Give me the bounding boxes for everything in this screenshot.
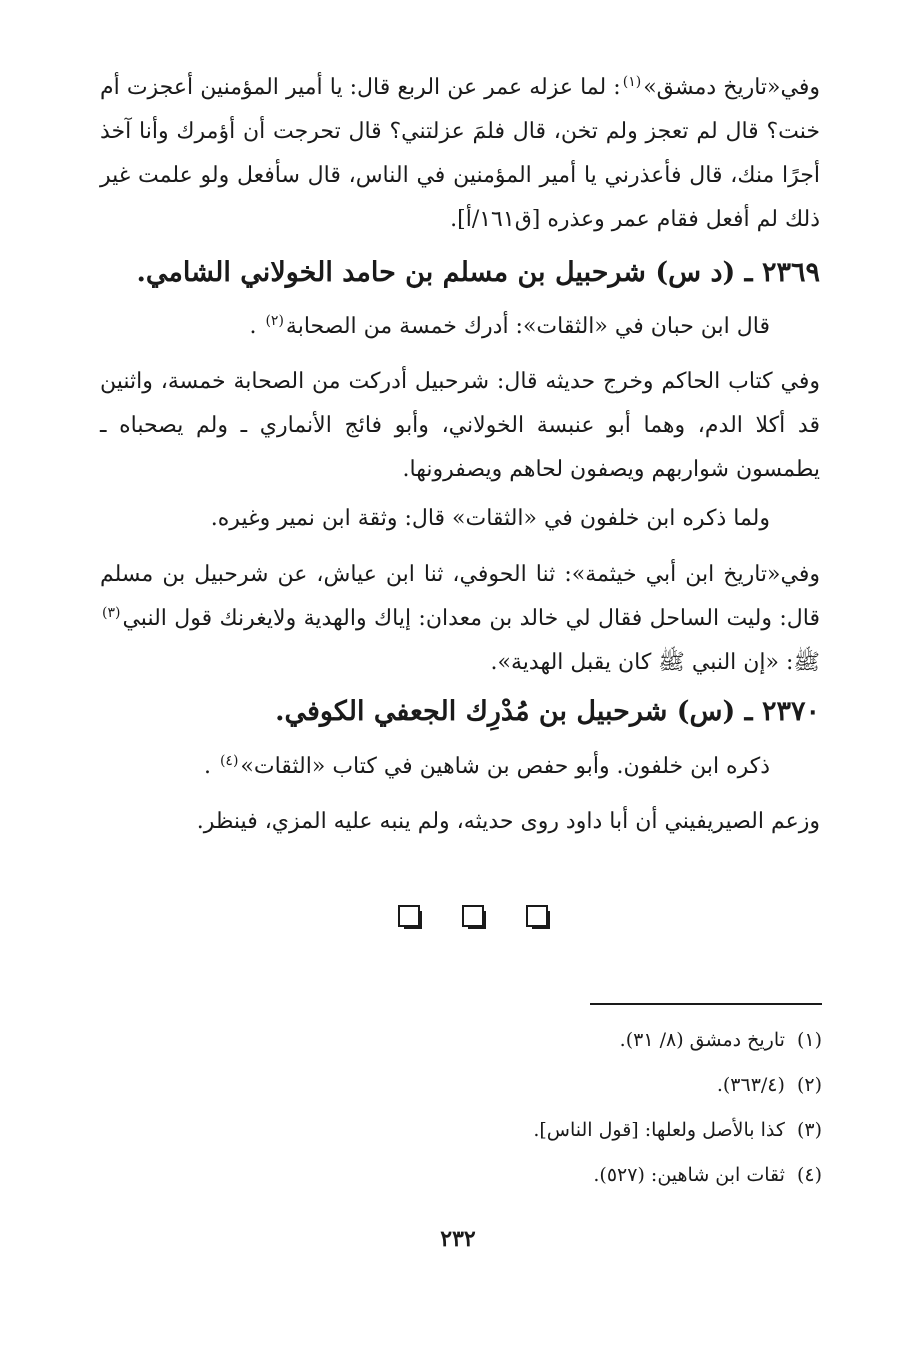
footnote-item bbox=[400, 1108, 822, 1153]
paragraph-text: وفي«تاريخ دمشق» bbox=[643, 75, 820, 100]
footnote-text: تاريخ دمشق (٨/ ٣١). bbox=[619, 1029, 785, 1051]
footnote-number: (٤) bbox=[796, 1164, 822, 1186]
footnote-text: ثقات ابن شاهين: (٥٢٧). bbox=[593, 1164, 785, 1186]
separator-box-icon bbox=[398, 905, 420, 927]
entry-heading-2369: ٢٣٦٩ ـ (د س) شرحبيل بن مسلم بن حامد الخولاني الشامي. bbox=[136, 257, 820, 288]
paragraph-text: . bbox=[203, 754, 218, 779]
paragraph-damascus-history bbox=[100, 66, 820, 242]
paragraph-text: قال ابن حبان في «الثقات»: أدرك خمسة من الصحابة bbox=[285, 314, 770, 339]
footnote-number: (٢) bbox=[796, 1074, 822, 1096]
paragraph-text: . bbox=[249, 314, 264, 339]
footnote-number: (٣) bbox=[796, 1119, 822, 1141]
footnote-item bbox=[400, 1153, 822, 1198]
paragraph-hakim: وفي كتاب الحاكم وخرج حديثه قال: شرحبيل أدركت من الصحابة خمسة، واثنين قد أكلا الدم، وهما أبو عنبسة الخولاني، وأبو فائج الأنماري ـ ولم يصحباه ـ يطمسون شواربهم ويصفون لحاهم ويصفرونها. bbox=[100, 369, 820, 482]
paragraph-ibn-shahin bbox=[100, 745, 820, 789]
section-separator bbox=[398, 900, 548, 930]
paragraph-text: وفي«تاريخ ابن أبي خيثمة»: ثنا الحوفي، ثنا ابن عياش، عن شرحبيل بن مسلم قال: وليت الساحل فقال لي خالد بن معدان: إياك والهدية ولايغرنك قول النبي bbox=[100, 562, 820, 631]
page-number: ٢٣٢ bbox=[440, 1226, 476, 1252]
separator-box-icon bbox=[462, 905, 484, 927]
paragraph-text: ذكره ابن خلفون. وأبو حفص بن شاهين في كتاب «الثقات» bbox=[240, 754, 770, 779]
footnote-item bbox=[400, 1063, 822, 1108]
footnote-number: (١) bbox=[796, 1029, 822, 1051]
paragraph-sayrafini: وزعم الصيريفيني أن أبا داود روى حديثه، ولم ينبه عليه المزي، فينظر. bbox=[196, 809, 820, 834]
entry-heading-2370: ٢٣٧٠ ـ (س) شرحبيل بن مُدْرِك الجعفي الكوفي. bbox=[275, 696, 820, 727]
footnote-ref-3: (٣) bbox=[102, 604, 121, 621]
footnote-ref-4: (٤) bbox=[219, 752, 239, 769]
paragraph-text: ﷺ: «إن النبي ﷺ كان يقبل الهدية». bbox=[490, 650, 820, 675]
footnote-divider bbox=[590, 1003, 822, 1005]
paragraph-ibn-abi-khaythama bbox=[100, 553, 820, 685]
footnote-text: (٣٦٣/٤). bbox=[716, 1074, 785, 1096]
footnote-ref-2: (٢) bbox=[265, 312, 284, 329]
separator-box-icon bbox=[526, 905, 548, 927]
footnote-item bbox=[400, 1018, 822, 1063]
footnote-text: كذا بالأصل ولعلها: [قول الناس]. bbox=[533, 1119, 785, 1141]
paragraph-ibn-hibban bbox=[100, 305, 820, 349]
paragraph-text: : لما عزله عمر عن الربع قال: يا أمير المؤمنين أعجزت أم خنت؟ قال لم تعجز ولم تخن، قال فلمَ عزلتني؟ قال تحرجت أن أؤمرك وأنا آخذ أجرًا منك، قال فأعذرني يا أمير المؤمنين في الناس، قال سأفعل ولو علمت غير ذلك لم أفعل فقام عمر وعذره [ق١٦١/أ]. bbox=[100, 75, 820, 232]
footnotes bbox=[400, 1018, 822, 1198]
paragraph-ibn-khalfun: ولما ذكره ابن خلفون في «الثقات» قال: وثقة ابن نمير وغيره. bbox=[210, 506, 770, 531]
footnote-ref-1: (١) bbox=[622, 73, 642, 90]
